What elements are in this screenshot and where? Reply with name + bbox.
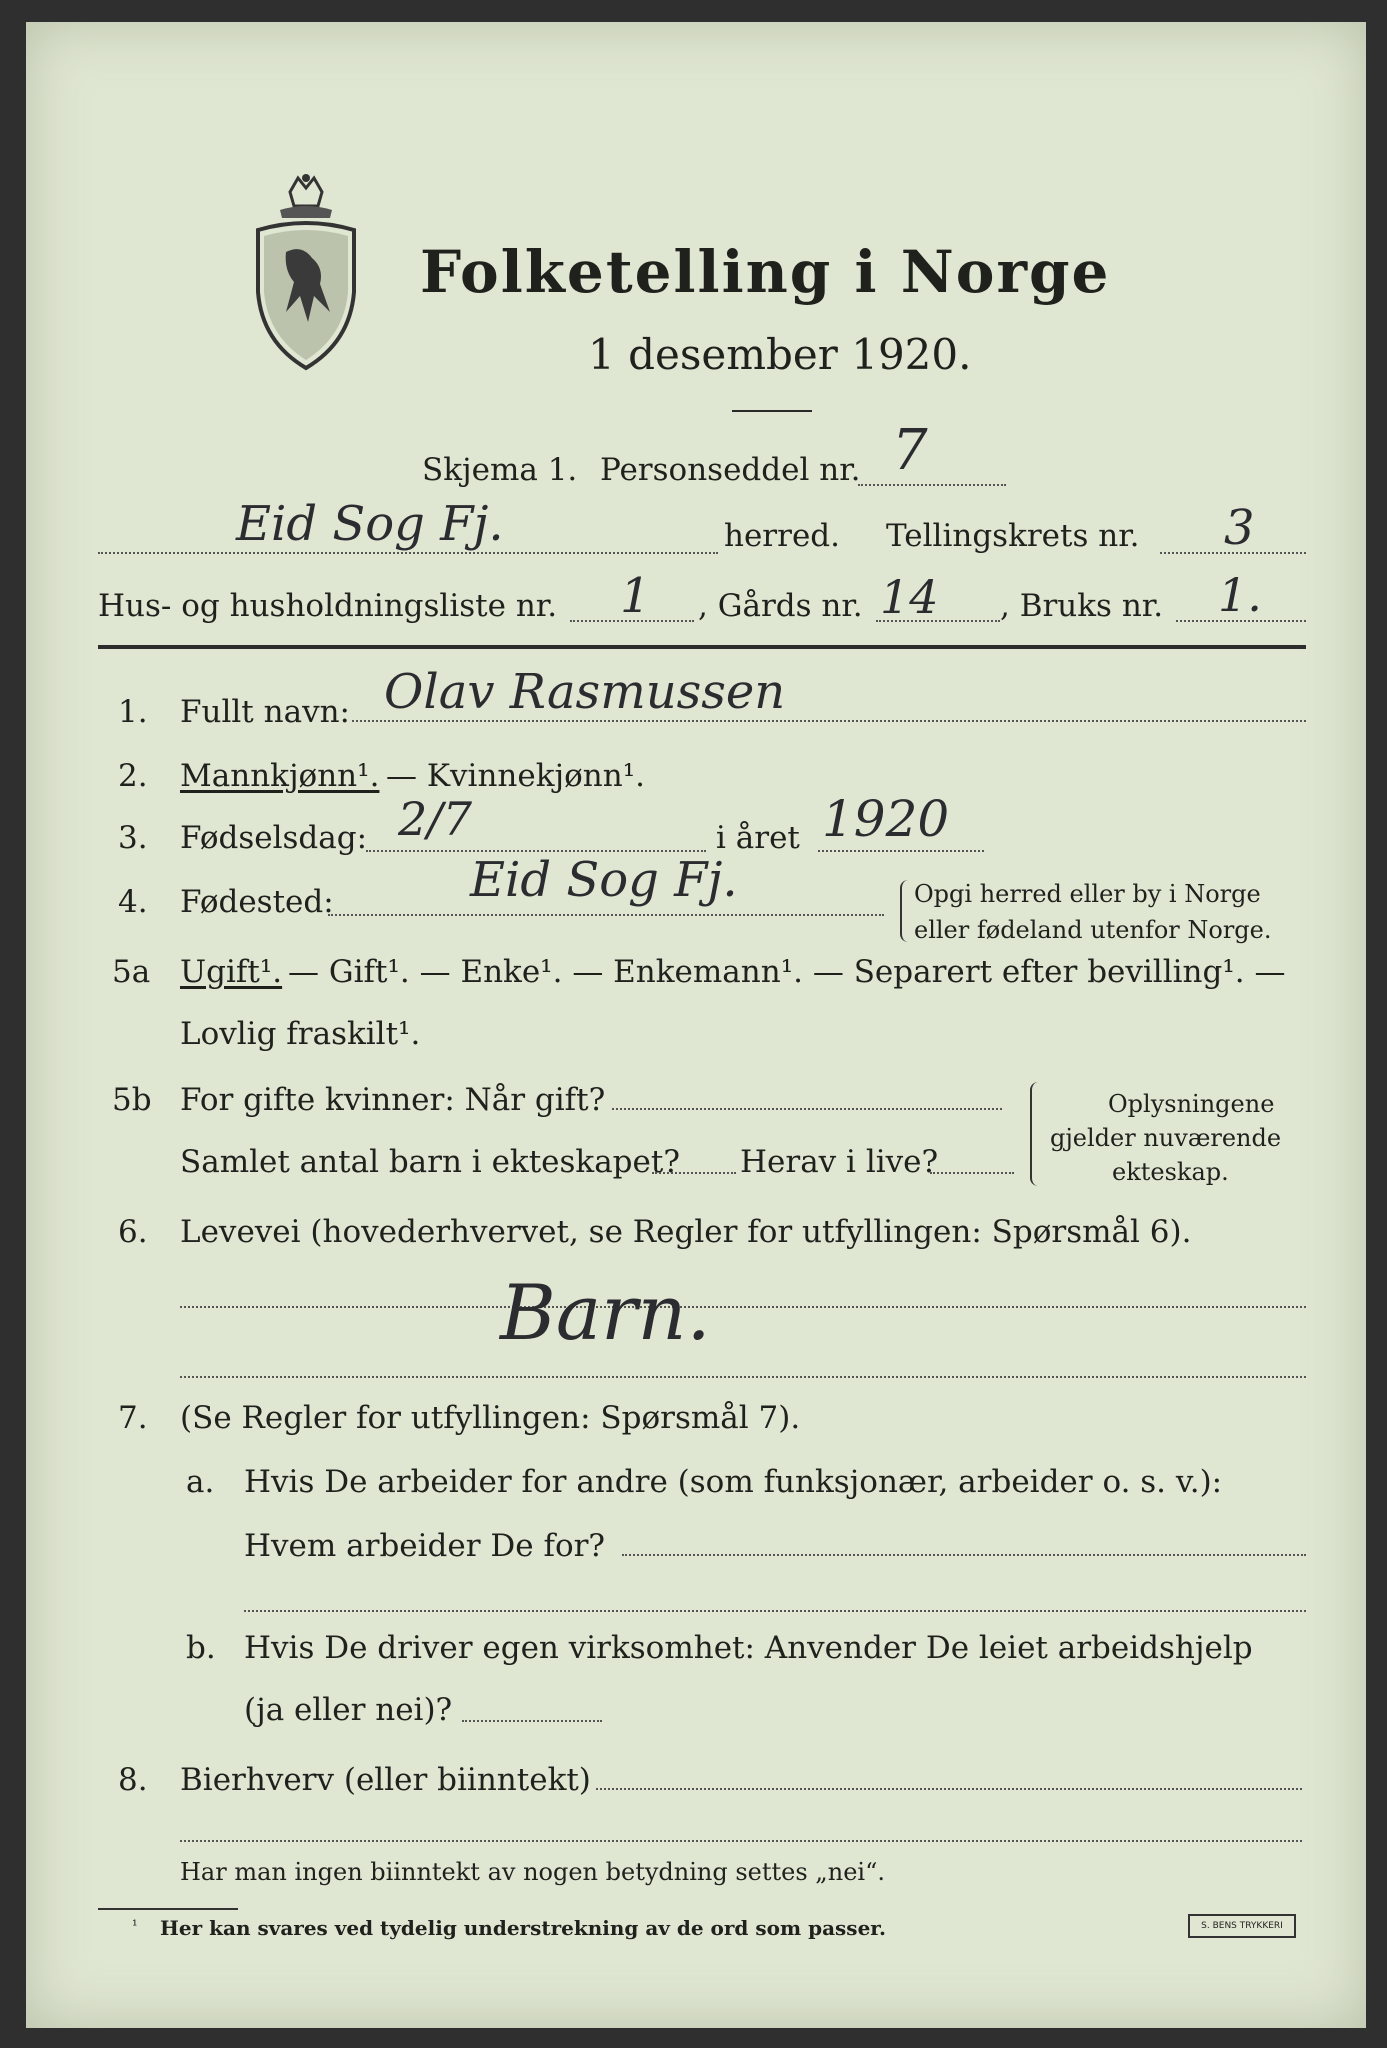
q4-number: 4. xyxy=(118,884,148,920)
q8-line1 xyxy=(596,1788,1302,1790)
q7b-yes-no-label: (ja eller nei)? xyxy=(244,1692,453,1728)
census-date: 1 desember 1920. xyxy=(588,330,972,379)
q4-line xyxy=(328,914,884,916)
q4-label: Fødested: xyxy=(180,884,334,920)
q5a-number: 5a xyxy=(112,954,151,990)
q3-year-label: i året xyxy=(716,820,800,856)
footnote-mark: ¹ xyxy=(132,1918,138,1934)
q7b-label: Hvis De driver egen virksomhet: Anvender De leiet arbeidshjelp xyxy=(244,1630,1253,1666)
norway-coat-of-arms-icon xyxy=(250,172,362,372)
bruks-value[interactable]: 1. xyxy=(1218,568,1262,622)
title-divider xyxy=(732,410,812,412)
skjema-label: Skjema 1. xyxy=(422,452,578,488)
q3-year-line xyxy=(818,850,984,852)
q5a-other-options[interactable]: — Gift¹. — Enke¹. — Enkemann¹. — Separert efter bevilling¹. — xyxy=(288,954,1286,990)
husholdning-label: Hus- og husholdningsliste nr. xyxy=(98,588,558,624)
tellingskrets-value[interactable]: 3 xyxy=(1224,500,1255,556)
q7a-number: a. xyxy=(186,1464,215,1500)
occupation-value[interactable]: Barn. xyxy=(500,1268,711,1357)
full-name-value[interactable]: Olav Rasmussen xyxy=(384,664,786,720)
q5a-lovlig-fraskilt-option[interactable]: Lovlig fraskilt¹. xyxy=(180,1016,421,1052)
q7b-yes-no-line xyxy=(462,1720,602,1722)
q5b-brace xyxy=(1030,1082,1040,1186)
q1-label: Fullt navn: xyxy=(180,694,350,730)
q2-kvinnekjonn-option[interactable]: — Kvinnekjønn¹. xyxy=(386,758,645,794)
form-title: Folketelling i Norge xyxy=(420,238,1111,306)
q4-note-line2: eller fødeland utenfor Norge. xyxy=(914,916,1272,944)
q7-number: 7. xyxy=(118,1400,148,1436)
footnote-separator xyxy=(98,1908,238,1910)
footnote-text: Her kan svares ved tydelig understrekning av de ord som passer. xyxy=(160,1916,886,1940)
q7a-label: Hvis De arbeider for andre (som funksjonær, arbeider o. s. v.): xyxy=(244,1464,1223,1500)
q8-note: Har man ingen biinntekt av nogen betydning settes „nei“. xyxy=(180,1858,885,1886)
gards-value[interactable]: 14 xyxy=(880,570,939,624)
printer-stamp: S. BENS TRYKKERI xyxy=(1188,1914,1296,1938)
q8-number: 8. xyxy=(118,1762,148,1798)
herred-value[interactable]: Eid Sog Fj. xyxy=(236,496,504,552)
q8-line2 xyxy=(180,1840,1302,1842)
personseddel-line xyxy=(858,484,1006,486)
q3-number: 3. xyxy=(118,820,148,856)
q8-label: Bierhverv (eller biinntekt) xyxy=(180,1762,591,1798)
q5b-note-line1: Oplysningene xyxy=(1108,1090,1275,1118)
husholdning-value[interactable]: 1 xyxy=(620,568,651,624)
gards-label: , Gårds nr. xyxy=(698,588,863,624)
q3-label: Fødselsdag: xyxy=(180,820,368,856)
q4-note-line1: Opgi herred eller by i Norge xyxy=(914,880,1261,908)
birth-date-value[interactable]: 2/7 xyxy=(398,792,473,846)
q6-label: Levevei (hovederhvervet, se Regler for utfyllingen: Spørsmål 6). xyxy=(180,1214,1192,1250)
birth-year-value[interactable]: 1920 xyxy=(822,790,950,848)
personseddel-number[interactable]: 7 xyxy=(892,418,928,483)
q5b-children-line xyxy=(652,1172,736,1174)
personseddel-label: Personseddel nr. xyxy=(600,452,861,488)
q7a-employer-label: Hvem arbeider De for? xyxy=(244,1528,606,1564)
q1-line xyxy=(352,720,1306,722)
tellingskrets-label: Tellingskrets nr. xyxy=(886,518,1140,554)
q1-number: 1. xyxy=(118,694,148,730)
q7b-number: b. xyxy=(186,1630,216,1666)
q2-number: 2. xyxy=(118,758,148,794)
herred-line xyxy=(98,552,718,554)
q6-line1 xyxy=(180,1306,1306,1308)
q4-brace xyxy=(900,880,910,942)
herred-label: herred. xyxy=(724,518,840,554)
q5b-married-line xyxy=(612,1108,1002,1110)
q7-label: (Se Regler for utfyllingen: Spørsmål 7). xyxy=(180,1400,801,1436)
q7a-employer-line2 xyxy=(244,1610,1306,1612)
q6-line2 xyxy=(180,1376,1306,1378)
q2-mannkjonn-option[interactable]: Mannkjønn¹. xyxy=(180,758,380,794)
q5b-number: 5b xyxy=(112,1082,152,1118)
q5b-children-label: Samlet antal barn i ekteskapet? xyxy=(180,1144,680,1180)
header-separator xyxy=(98,645,1306,649)
q5b-label: For gifte kvinner: Når gift? xyxy=(180,1082,606,1118)
q5b-note-line3: ekteskap. xyxy=(1112,1158,1229,1186)
q7a-employer-line xyxy=(622,1554,1306,1556)
q5b-alive-label: Herav i live? xyxy=(740,1144,939,1180)
q6-number: 6. xyxy=(118,1214,148,1250)
q5b-alive-line xyxy=(930,1172,1014,1174)
birthplace-value[interactable]: Eid Sog Fj. xyxy=(470,852,738,908)
q5a-ugift-option[interactable]: Ugift¹. xyxy=(180,954,283,990)
bruks-label: , Bruks nr. xyxy=(1000,588,1164,624)
q5b-note-line2: gjelder nuværende xyxy=(1050,1124,1282,1152)
